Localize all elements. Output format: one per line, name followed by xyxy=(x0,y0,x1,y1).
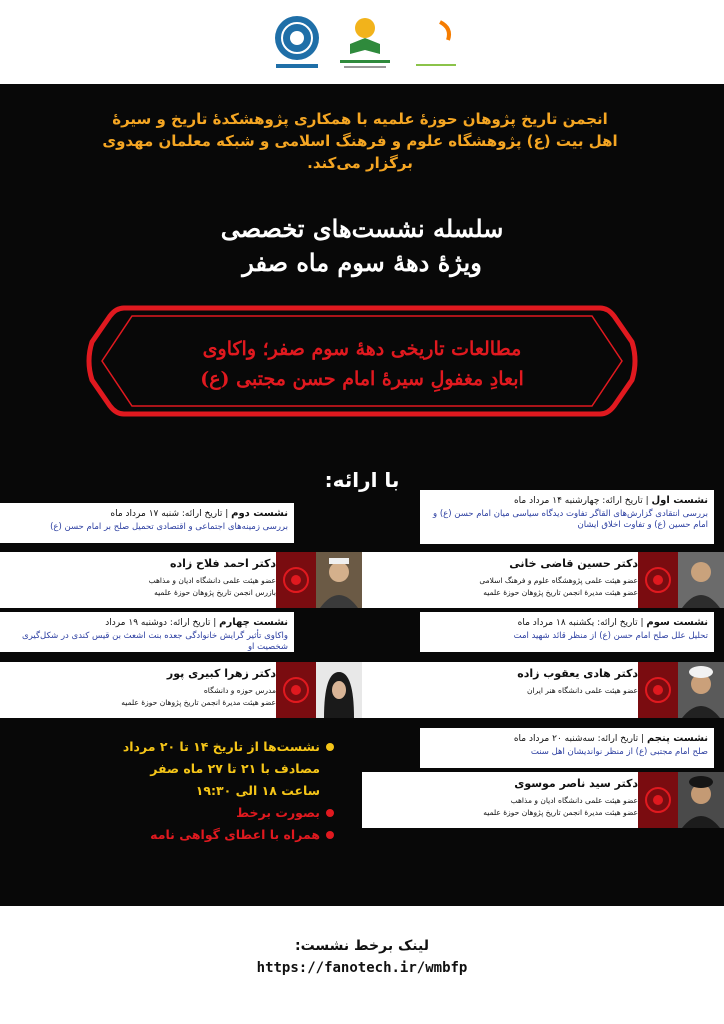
speaker-affiliation: عضو هیئت علمی دانشگاه ادیان و مذاهب xyxy=(510,796,638,805)
session-date: | تاریخ ارائه: سه‌شنبه ۲۰ مرداد ماه xyxy=(513,734,645,744)
series-subtitle: ویژهٔ دههٔ سوم ماه صفر xyxy=(242,248,482,277)
session-title: نشست سوم xyxy=(646,617,708,628)
session-title: نشست دوم xyxy=(231,508,288,519)
presented-by: با ارائه: xyxy=(324,468,400,492)
speaker-name: دکتر احمد فلاح زاده xyxy=(169,557,276,570)
info-dates: نشست‌ها از تاریخ ۱۴ تا ۲۰ مرداد xyxy=(122,739,320,754)
main-title-line1: مطالعات تاریخی دههٔ سوم صفر؛ واکاوی xyxy=(202,338,522,360)
book-logo-icon xyxy=(330,10,400,74)
session-card xyxy=(420,490,714,544)
info-time: ساعت ۱۸ الی ۱۹:۳۰ xyxy=(195,783,320,798)
session-date: | تاریخ ارائه: یکشنبه ۱۸ مرداد ماه xyxy=(517,618,644,628)
speaker-strip xyxy=(362,772,724,828)
session-topic: واکاوی تأثیر گرایش خانوادگی جعده بنت اشعث بن قیس کندی در شکل‌گیری شخصیت او xyxy=(22,631,288,652)
organizer-text: انجمن تاریخ پژوهان حوزهٔ علمیه با همکاری پژوهشکدهٔ تاریخ و سیرهٔ اهل بیت (ع) پژوهشگاه علوم و فرهنگ اسلامی و شبکه معلمان مهدوی برگزار می‌کند. xyxy=(102,110,618,172)
speaker-affiliation: مدرس حوزه و دانشگاه xyxy=(203,686,276,695)
bullet-icon xyxy=(326,831,334,839)
session-topic: بررسی زمینه‌های اجتماعی و اقتصادی تحمیل صلح بر امام حسن (ع) xyxy=(50,522,288,532)
speaker-photo xyxy=(678,772,724,828)
session-topic: تحلیل علل صلح امام حسن (ع) از منظر قائد شهید امت xyxy=(513,631,708,641)
speaker-photo xyxy=(316,552,362,608)
speaker-photo xyxy=(316,662,362,718)
info-online: بصورت برخط xyxy=(236,805,320,820)
session-topic: بررسی انتقادی گزارش‌های القاگر تفاوت دیدگاه سیاسی میان امام حسن (ع) و امام حسین (ع) و تفاوت اخلاق ایشان xyxy=(433,509,708,530)
footer-label: لینک برخط نشست: xyxy=(295,938,429,954)
session-card xyxy=(0,503,294,543)
speaker-name: دکتر هادی یعقوب زاده xyxy=(517,667,638,680)
speaker-affiliation: بازرس انجمن تاریخ پژوهان حوزهٔ علمیه xyxy=(154,588,276,597)
speaker-strip xyxy=(0,552,362,608)
session-card xyxy=(420,612,714,652)
series-title: سلسله نشست‌های تخصصی xyxy=(220,214,504,243)
main-title-frame xyxy=(84,302,640,420)
speaker-strip xyxy=(362,662,724,718)
speaker-photo xyxy=(678,552,724,608)
info-lunar-dates: مصادف با ۲۱ تا ۲۷ ماه صفر xyxy=(150,761,320,776)
ornament-icon xyxy=(638,772,678,828)
session-topic: صلح امام مجتبی (ع) از منظر نواندیشان اهل سنت xyxy=(530,747,708,757)
speaker-affiliation: عضو هیئت مدیرهٔ انجمن تاریخ پژوهان حوزهٔ علمیه xyxy=(121,698,276,707)
session-date: | تاریخ ارائه: دوشنبه ۱۹ مرداد xyxy=(105,618,217,628)
speaker-affiliation: عضو هیئت علمی دانشگاه هنر ایران xyxy=(527,686,638,695)
speaker-photo xyxy=(678,662,724,718)
speaker-name: دکتر سید ناصر موسوی xyxy=(514,777,638,790)
session-card xyxy=(0,612,294,652)
logo-bar xyxy=(0,0,724,84)
ornament-icon xyxy=(638,662,678,718)
ornament-icon xyxy=(638,552,678,608)
speaker-affiliation: عضو هیئت مدیرهٔ انجمن تاریخ پژوهان حوزهٔ علمیه xyxy=(483,808,638,817)
seal-logo-icon xyxy=(262,10,332,74)
session-card xyxy=(420,728,714,768)
crescent-logo-icon xyxy=(400,10,470,74)
event-info xyxy=(44,736,334,846)
session-date: | تاریخ ارائه: شنبه ۱۷ مرداد ماه xyxy=(110,509,229,519)
session-date: | تاریخ ارائه: چهارشنبه ۱۴ مرداد ماه xyxy=(513,496,649,506)
speaker-name: دکتر زهرا کبیری پور xyxy=(166,667,276,680)
speaker-affiliation: عضو هیئت مدیرهٔ انجمن تاریخ پژوهان حوزهٔ علمیه xyxy=(483,588,638,597)
bullet-icon xyxy=(326,809,334,817)
session-title: نشست چهارم xyxy=(219,617,288,628)
session-title: نشست اول xyxy=(651,495,708,506)
speaker-affiliation: عضو هیئت علمی پژوهشگاه علوم و فرهنگ اسلامی xyxy=(479,576,638,585)
footer-link[interactable]: https://fanotech.ir/wmbfp xyxy=(256,960,468,976)
speaker-strip xyxy=(362,552,724,608)
session-title: نشست پنجم xyxy=(646,733,708,744)
speaker-affiliation: عضو هیئت علمی دانشگاه ادیان و مذاهب xyxy=(148,576,276,585)
ornament-icon xyxy=(276,662,316,718)
bullet-icon xyxy=(326,743,334,751)
ornament-icon xyxy=(276,552,316,608)
main-title-line2: ابعادِ مغفولِ سیرهٔ امام حسن مجتبی (ع) xyxy=(200,368,524,390)
speaker-strip xyxy=(0,662,362,718)
speaker-name: دکتر حسین قاضی خانی xyxy=(509,557,638,570)
info-certificate: همراه با اعطای گواهی نامه xyxy=(150,827,320,842)
